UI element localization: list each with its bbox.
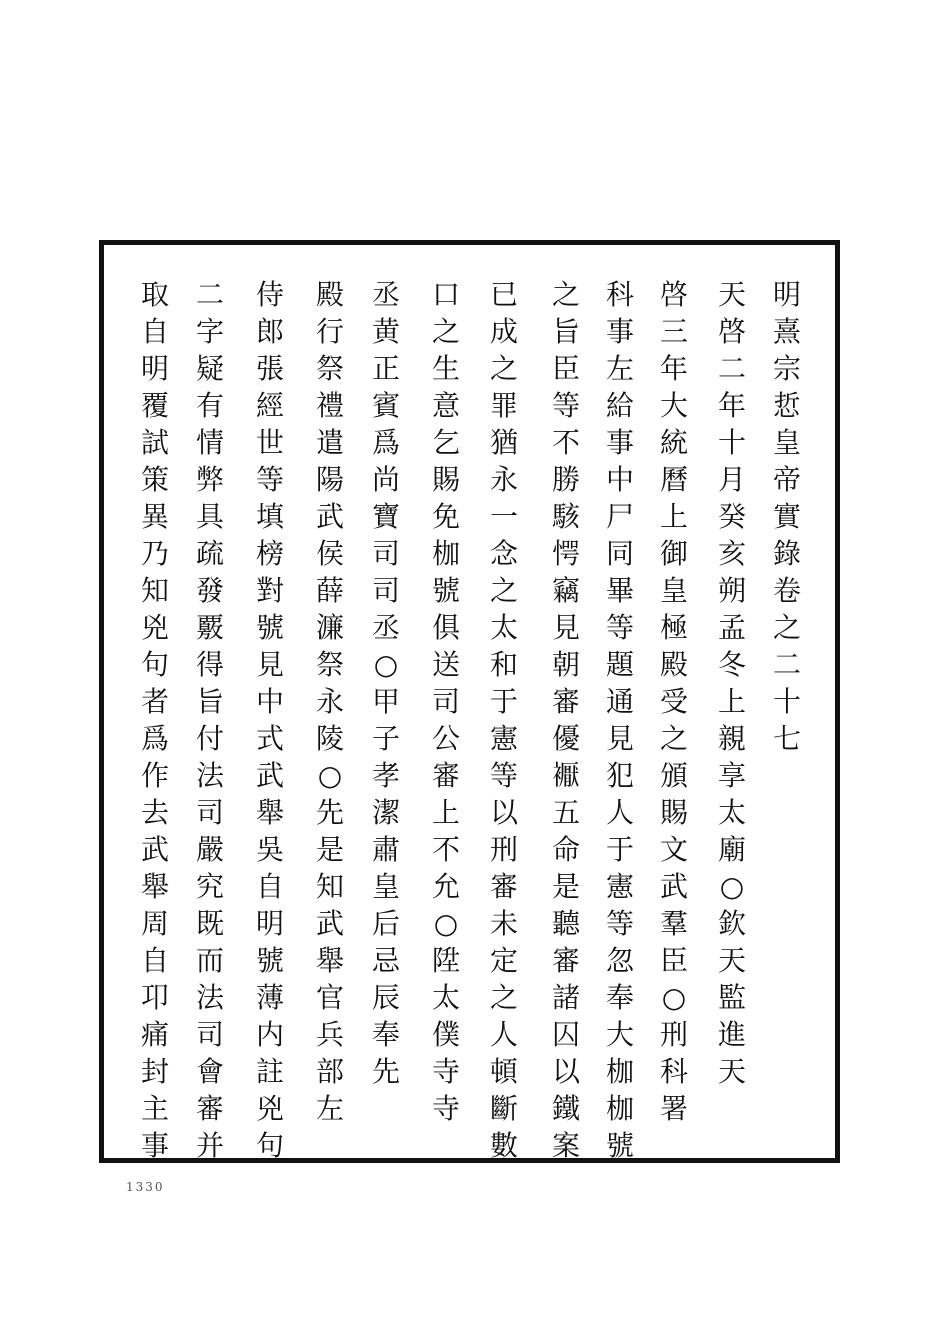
text-column: 殿行祭禮遣陽武侯薛濂祭 永陵○先是知武舉官兵部左	[315, 278, 373, 1125]
text-column: 已成之罪猶永一念之太和于憲等以刑審未定之人頓斷數	[489, 278, 518, 1162]
text-column: 侍郎張經世等填榜對號見中式武舉吳自明號薄内註兇句	[255, 278, 284, 1162]
text-column: 之旨臣等不勝駭愕竊見朝審優𧞣五命是聽審諸囚以鐵案	[551, 278, 580, 1162]
text-column: 取自明覆試策異乃知兇句者爲作去武舉周自卭痛封主事	[140, 278, 169, 1162]
text-column: 天啓二年十月癸亥朔孟冬 上親享 太廟○欽天監進天	[717, 278, 775, 1088]
text-column: 啓三年大統曆 上御皇極殿受之頒賜文武羣臣○刑科署	[659, 278, 717, 1125]
text-column: 科事左給事中尸同畢等題通見犯人于憲等忽奉大枷枷號	[605, 278, 634, 1162]
text-column: 丞黄正賓爲尚寶司司丞○甲子 孝潔肅皇后忌辰 奉先	[371, 278, 429, 1088]
text-column: 二字疑有情弊具疏發覈得旨付法司嚴究既而法司會審并	[195, 278, 224, 1162]
text-column: 明熹宗悊皇帝實錄卷之二十七	[772, 278, 801, 755]
text-column: 口之生意乞賜免枷號俱送司公審 上不允○陞太僕寺寺	[431, 278, 489, 1125]
page-number: 1330	[126, 1180, 165, 1194]
